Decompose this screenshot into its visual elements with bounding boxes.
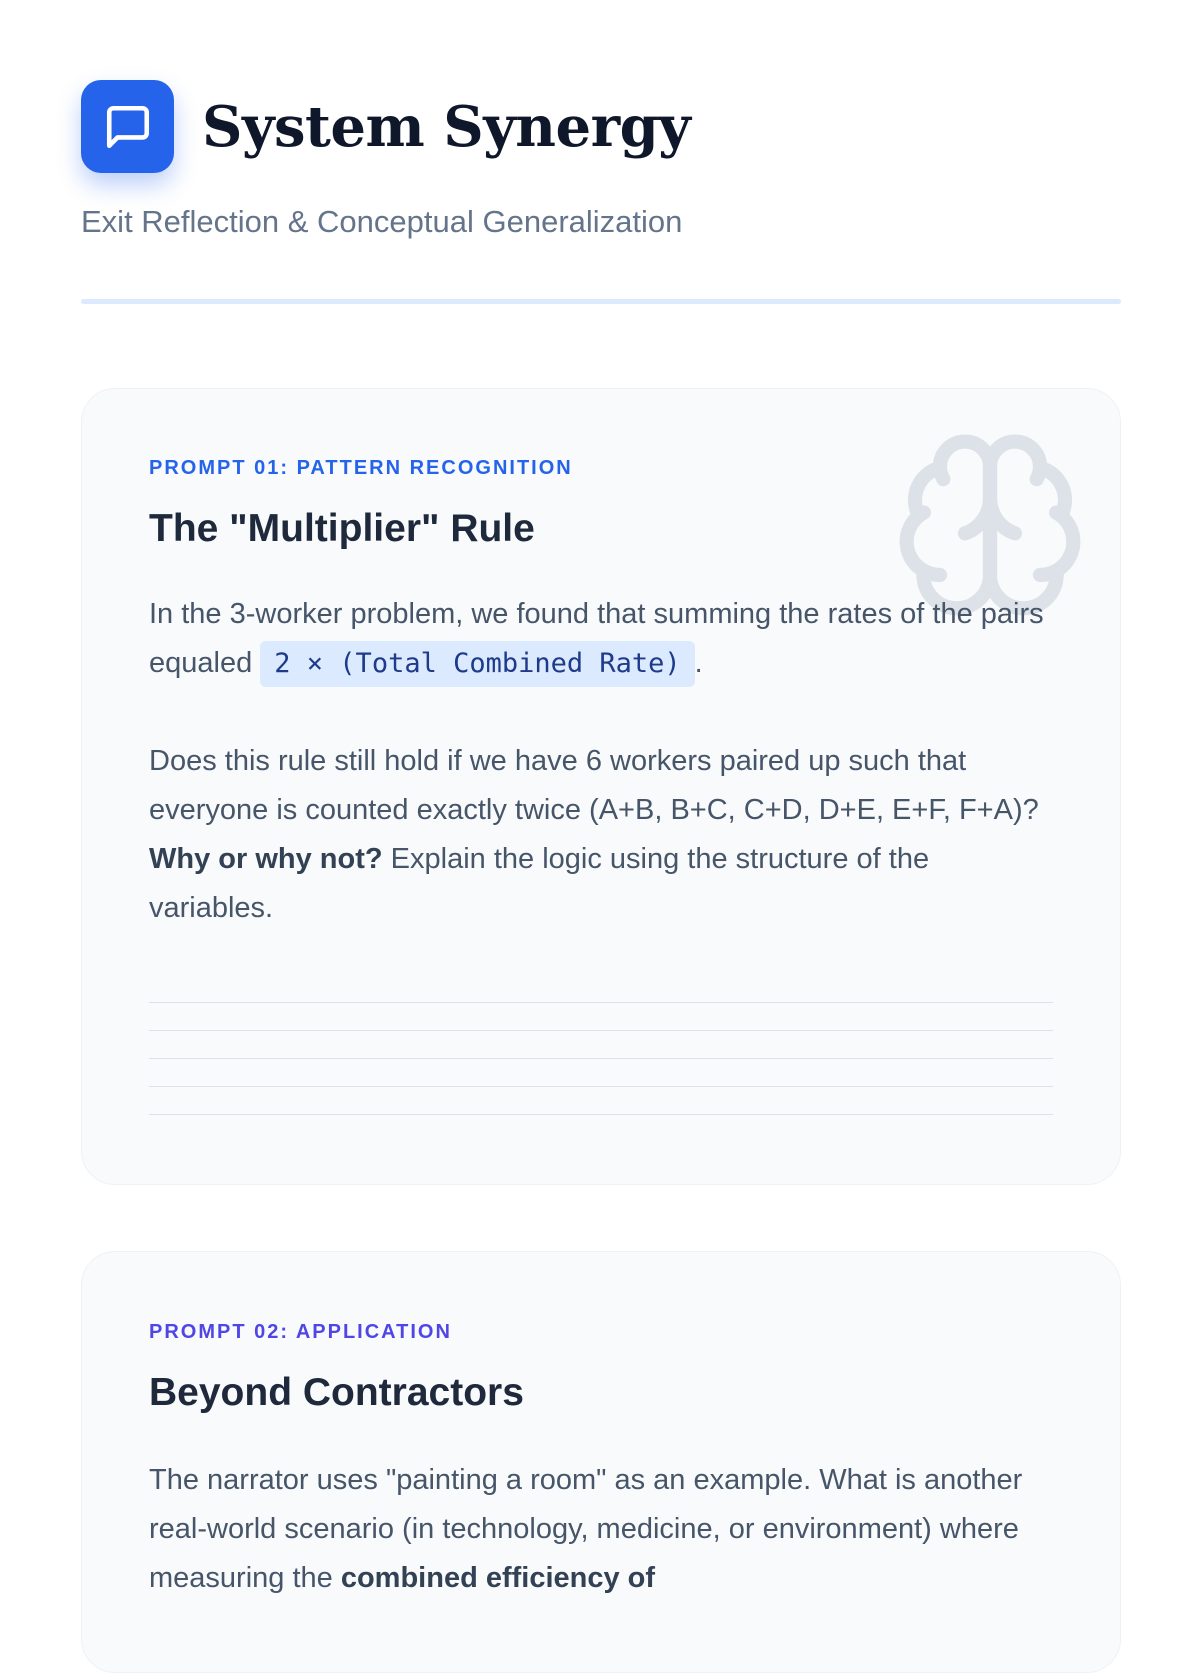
prompt-paragraph xyxy=(149,590,1053,688)
prompt-question xyxy=(149,737,1053,933)
logo-badge xyxy=(81,80,174,173)
paragraph-text: . xyxy=(694,647,703,679)
message-square-icon xyxy=(103,102,153,152)
prompt-paragraph xyxy=(149,1456,1053,1603)
paragraph-text: The narrator uses "painting a room" as an example. What is another real-world scenario (in technology, medicine, or environment) where measuring the xyxy=(149,1464,1023,1594)
page-title: System Synergy xyxy=(202,94,691,160)
prompt-label: PROMPT 01: PATTERN RECOGNITION xyxy=(149,457,573,479)
emphasis-text: Why or why not? xyxy=(149,843,383,875)
prompt-title: The "Multiplier" Rule xyxy=(149,507,535,550)
page-header xyxy=(81,80,1121,310)
answer-line xyxy=(149,1114,1053,1142)
answer-line xyxy=(149,1058,1053,1086)
answer-lines[interactable] xyxy=(149,1002,1053,1142)
paragraph-text: Explain the logic using the structure of the variables. xyxy=(149,843,930,924)
prompt-title: Beyond Contractors xyxy=(149,1371,524,1414)
prompt-content xyxy=(149,455,1053,933)
formula-highlight: 2 × (Total Combined Rate) xyxy=(260,641,694,687)
header-divider xyxy=(81,299,1121,304)
prompt-card-2 xyxy=(81,1251,1121,1673)
page-subtitle: Exit Reflection & Conceptual Generalization xyxy=(81,204,683,239)
emphasis-text: combined efficiency of xyxy=(340,1562,656,1594)
answer-line xyxy=(149,1030,1053,1058)
paragraph-text: Does this rule still hold if we have 6 workers paired up such that everyone is counted exactly twice (A+B, B+C, C+D, D+E, E+F, F+A)? xyxy=(149,745,1039,826)
prompt-content xyxy=(149,1319,1053,1603)
prompt-card-1 xyxy=(81,388,1121,1185)
answer-line xyxy=(149,1086,1053,1114)
prompt-label: PROMPT 02: APPLICATION xyxy=(149,1321,452,1343)
paragraph-text: In the 3-worker problem, we found that summing the rates of the pairs equaled xyxy=(149,598,1044,679)
answer-line xyxy=(149,1002,1053,1030)
